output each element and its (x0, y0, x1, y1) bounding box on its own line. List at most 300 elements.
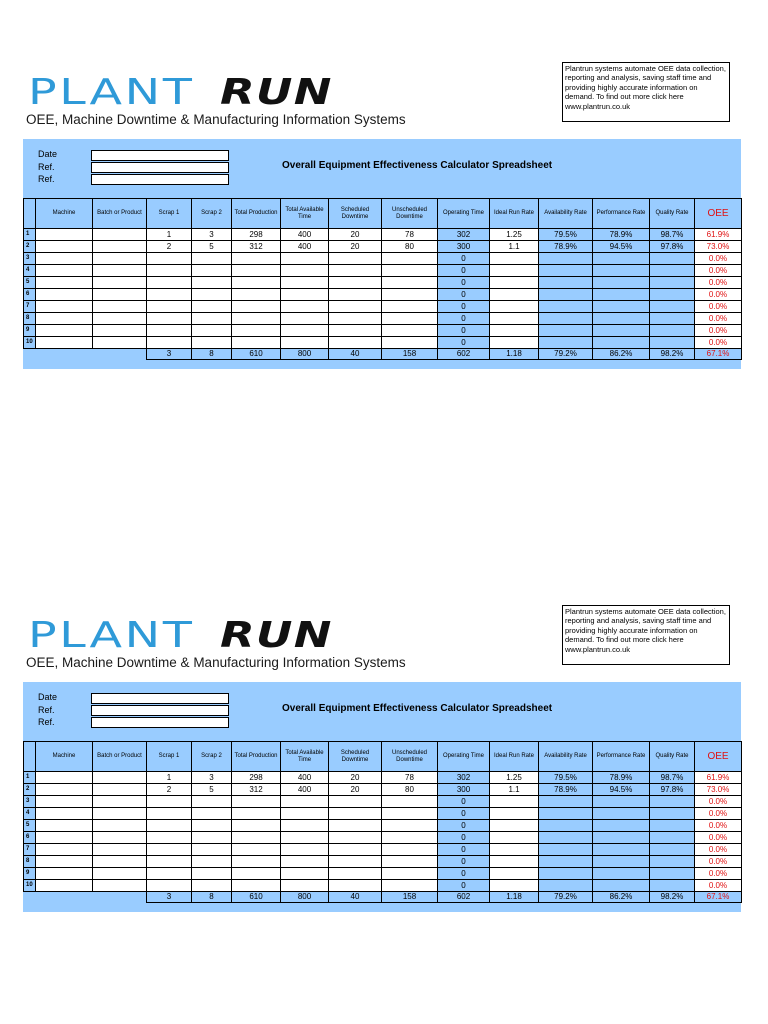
table-cell: 0 (438, 301, 490, 313)
column-header: Quality Rate (650, 199, 695, 229)
table-cell (650, 832, 695, 844)
column-header: Machine (36, 742, 93, 772)
total-cell: 602 (438, 349, 490, 360)
column-header: Scrap 1 (147, 199, 192, 229)
table-cell: 73.0% (695, 784, 742, 796)
table-cell[interactable] (93, 784, 147, 796)
table-cell[interactable] (490, 277, 539, 289)
date-input[interactable] (91, 693, 229, 704)
tagline: OEE, Machine Downtime & Manufacturing Information Systems (26, 112, 406, 127)
ref-input-1[interactable] (91, 705, 229, 716)
table-cell (539, 808, 593, 820)
oee-table (23, 198, 742, 360)
table-cell (593, 796, 650, 808)
table-cell[interactable] (281, 313, 329, 325)
table-cell[interactable] (192, 337, 232, 349)
table-cell[interactable] (382, 277, 438, 289)
table-cell[interactable] (36, 844, 93, 856)
table-cell[interactable]: 78 (382, 772, 438, 784)
table-cell[interactable] (93, 808, 147, 820)
table-cell[interactable]: 80 (382, 784, 438, 796)
ref-input-2[interactable] (91, 174, 229, 185)
table-cell[interactable] (490, 856, 539, 868)
table-cell (650, 313, 695, 325)
table-cell[interactable] (490, 808, 539, 820)
table-cell[interactable] (93, 289, 147, 301)
table-cell[interactable] (382, 844, 438, 856)
table-cell[interactable] (281, 880, 329, 892)
table-cell[interactable] (382, 265, 438, 277)
table-cell[interactable] (490, 844, 539, 856)
date-label: Date (38, 149, 58, 159)
table-cell[interactable] (93, 868, 147, 880)
table-cell: 300 (438, 784, 490, 796)
table-cell[interactable] (36, 265, 93, 277)
total-cell: 86.2% (593, 892, 650, 903)
table-cell[interactable] (192, 289, 232, 301)
table-row (24, 325, 742, 337)
table-cell: 302 (438, 772, 490, 784)
table-cell[interactable] (490, 289, 539, 301)
table-cell[interactable] (232, 820, 281, 832)
column-header: Ideal Run Rate (490, 742, 539, 772)
table-cell[interactable] (36, 868, 93, 880)
table-cell[interactable] (490, 253, 539, 265)
table-cell[interactable] (490, 325, 539, 337)
table-cell[interactable]: 400 (281, 229, 329, 241)
table-cell: 0.0% (695, 880, 742, 892)
table-cell[interactable] (192, 856, 232, 868)
table-cell[interactable] (329, 277, 382, 289)
table-cell[interactable] (329, 868, 382, 880)
table-cell[interactable] (147, 844, 192, 856)
row-number: 6 (24, 289, 36, 301)
table-cell[interactable]: 20 (329, 772, 382, 784)
table-cell[interactable] (192, 313, 232, 325)
table-cell[interactable] (382, 337, 438, 349)
table-cell[interactable] (36, 253, 93, 265)
table-cell[interactable]: 20 (329, 241, 382, 253)
table-cell[interactable] (147, 796, 192, 808)
table-cell[interactable]: 5 (192, 241, 232, 253)
table-cell: 0 (438, 868, 490, 880)
table-cell (593, 301, 650, 313)
table-cell[interactable] (490, 796, 539, 808)
table-cell: 61.9% (695, 229, 742, 241)
table-cell[interactable] (232, 325, 281, 337)
table-cell[interactable] (36, 325, 93, 337)
table-cell[interactable] (36, 772, 93, 784)
table-cell: 0.0% (695, 868, 742, 880)
table-cell[interactable] (490, 832, 539, 844)
table-cell[interactable] (329, 844, 382, 856)
column-header: OEE (695, 742, 742, 772)
total-cell: 67.1% (695, 892, 742, 903)
table-cell: 0 (438, 289, 490, 301)
table-cell[interactable] (36, 337, 93, 349)
column-header: Operating Time (438, 199, 490, 229)
table-cell[interactable] (36, 313, 93, 325)
table-cell (593, 253, 650, 265)
table-cell[interactable] (147, 880, 192, 892)
table-cell[interactable]: 1.1 (490, 784, 539, 796)
table-cell[interactable] (192, 844, 232, 856)
table-cell[interactable] (36, 856, 93, 868)
table-cell[interactable] (490, 313, 539, 325)
table-cell[interactable] (93, 253, 147, 265)
table-cell[interactable] (490, 265, 539, 277)
total-cell: 8 (192, 349, 232, 360)
table-cell (650, 820, 695, 832)
table-cell: 0.0% (695, 289, 742, 301)
ref-input-2[interactable] (91, 717, 229, 728)
table-cell[interactable] (490, 880, 539, 892)
table-cell[interactable] (192, 868, 232, 880)
table-cell[interactable]: 298 (232, 229, 281, 241)
total-cell: 158 (382, 892, 438, 903)
table-cell (650, 253, 695, 265)
table-row (24, 820, 742, 832)
table-row (24, 880, 742, 892)
table-cell[interactable] (93, 301, 147, 313)
table-cell[interactable] (382, 880, 438, 892)
total-cell: 79.2% (539, 349, 593, 360)
table-cell[interactable] (281, 796, 329, 808)
table-cell[interactable] (490, 820, 539, 832)
table-cell[interactable]: 400 (281, 784, 329, 796)
table-cell (539, 820, 593, 832)
table-cell[interactable]: 1.25 (490, 772, 539, 784)
table-cell[interactable] (232, 277, 281, 289)
table-cell[interactable] (147, 856, 192, 868)
row-number: 10 (24, 880, 36, 892)
table-cell: 0.0% (695, 325, 742, 337)
table-cell[interactable] (329, 301, 382, 313)
table-cell[interactable]: 1 (147, 229, 192, 241)
row-number: 8 (24, 856, 36, 868)
table-cell[interactable] (147, 832, 192, 844)
table-cell[interactable]: 3 (192, 229, 232, 241)
column-header: Scrap 2 (192, 199, 232, 229)
table-cell[interactable] (490, 337, 539, 349)
table-cell[interactable] (232, 253, 281, 265)
table-cell[interactable] (329, 808, 382, 820)
column-header: Total Production (232, 199, 281, 229)
column-header: Availability Rate (539, 742, 593, 772)
column-header: Performance Rate (593, 742, 650, 772)
table-row (24, 265, 742, 277)
table-cell[interactable] (382, 808, 438, 820)
table-cell[interactable]: 298 (232, 772, 281, 784)
table-cell[interactable]: 312 (232, 241, 281, 253)
table-cell (650, 265, 695, 277)
table-cell[interactable] (147, 253, 192, 265)
table-cell (593, 820, 650, 832)
table-cell (539, 301, 593, 313)
table-cell: 94.5% (593, 784, 650, 796)
table-cell[interactable] (329, 880, 382, 892)
table-cell (650, 796, 695, 808)
table-cell: 0 (438, 856, 490, 868)
table-cell[interactable] (147, 808, 192, 820)
table-cell[interactable] (232, 265, 281, 277)
table-cell[interactable] (93, 880, 147, 892)
corner-cell (24, 742, 36, 772)
table-cell[interactable] (281, 337, 329, 349)
row-number: 6 (24, 832, 36, 844)
table-cell: 302 (438, 229, 490, 241)
table-cell[interactable] (192, 325, 232, 337)
table-cell[interactable] (382, 796, 438, 808)
table-cell[interactable] (93, 241, 147, 253)
table-cell[interactable] (281, 856, 329, 868)
table-cell[interactable]: 2 (147, 784, 192, 796)
table-cell[interactable] (382, 868, 438, 880)
table-cell[interactable] (192, 265, 232, 277)
table-cell[interactable] (192, 253, 232, 265)
table-cell[interactable] (281, 289, 329, 301)
table-row (24, 313, 742, 325)
table-cell[interactable] (192, 880, 232, 892)
table-cell: 0 (438, 844, 490, 856)
table-cell[interactable] (329, 313, 382, 325)
table-cell[interactable] (281, 277, 329, 289)
table-cell: 73.0% (695, 241, 742, 253)
table-cell[interactable]: 1.1 (490, 241, 539, 253)
table-cell[interactable]: 20 (329, 229, 382, 241)
table-cell[interactable] (93, 229, 147, 241)
total-cell: 98.2% (650, 892, 695, 903)
ref-input-1[interactable] (91, 162, 229, 173)
table-cell[interactable] (490, 301, 539, 313)
table-cell[interactable] (232, 856, 281, 868)
table-cell[interactable] (232, 289, 281, 301)
table-cell[interactable] (36, 301, 93, 313)
row-number: 4 (24, 265, 36, 277)
table-cell[interactable] (147, 277, 192, 289)
table-cell: 0 (438, 265, 490, 277)
row-number: 3 (24, 253, 36, 265)
table-cell[interactable] (93, 772, 147, 784)
table-cell[interactable] (93, 820, 147, 832)
table-cell[interactable] (36, 880, 93, 892)
table-cell[interactable] (329, 289, 382, 301)
table-cell[interactable] (281, 832, 329, 844)
table-cell[interactable] (329, 820, 382, 832)
table-cell[interactable] (192, 277, 232, 289)
column-header: OEE (695, 199, 742, 229)
table-cell (650, 844, 695, 856)
oee-sheet (0, 60, 768, 410)
table-cell[interactable] (147, 820, 192, 832)
table-cell (539, 253, 593, 265)
plantrun-logo (28, 615, 333, 656)
row-number: 9 (24, 868, 36, 880)
table-cell: 78.9% (539, 784, 593, 796)
table-cell[interactable] (147, 337, 192, 349)
table-cell[interactable] (281, 808, 329, 820)
table-cell[interactable]: 80 (382, 241, 438, 253)
table-cell[interactable] (192, 301, 232, 313)
table-cell[interactable] (329, 856, 382, 868)
table-cell[interactable]: 312 (232, 784, 281, 796)
table-cell[interactable] (93, 313, 147, 325)
table-cell[interactable] (382, 301, 438, 313)
table-cell[interactable] (192, 808, 232, 820)
table-cell (539, 796, 593, 808)
table-cell: 98.7% (650, 229, 695, 241)
table-cell[interactable] (382, 832, 438, 844)
table-cell[interactable] (93, 265, 147, 277)
table-cell: 78.9% (539, 241, 593, 253)
total-cell: 158 (382, 349, 438, 360)
plantrun-logo (28, 72, 333, 113)
table-cell[interactable] (281, 868, 329, 880)
table-cell[interactable] (147, 868, 192, 880)
table-cell[interactable] (36, 820, 93, 832)
table-cell[interactable] (382, 325, 438, 337)
table-cell[interactable]: 3 (192, 772, 232, 784)
table-cell[interactable] (232, 337, 281, 349)
table-cell[interactable]: 1 (147, 772, 192, 784)
table-cell[interactable] (382, 289, 438, 301)
ref-label-1: Ref. (38, 705, 55, 715)
total-cell: 1.18 (490, 349, 539, 360)
table-cell[interactable]: 400 (281, 772, 329, 784)
total-cell: 610 (232, 892, 281, 903)
table-cell[interactable] (232, 808, 281, 820)
table-cell (593, 289, 650, 301)
table-cell[interactable] (329, 325, 382, 337)
table-cell (539, 880, 593, 892)
row-number: 4 (24, 808, 36, 820)
column-header: Scheduled Downtime (329, 199, 382, 229)
table-cell[interactable] (36, 277, 93, 289)
table-cell[interactable] (93, 832, 147, 844)
table-cell (650, 277, 695, 289)
row-number: 2 (24, 784, 36, 796)
table-cell[interactable] (147, 301, 192, 313)
column-header: Total Production (232, 742, 281, 772)
table-cell[interactable] (281, 253, 329, 265)
table-cell[interactable] (232, 844, 281, 856)
table-cell[interactable] (36, 229, 93, 241)
column-header: Performance Rate (593, 199, 650, 229)
table-cell: 0 (438, 796, 490, 808)
table-cell[interactable] (232, 313, 281, 325)
column-header: Machine (36, 199, 93, 229)
table-cell[interactable] (93, 277, 147, 289)
table-cell: 0.0% (695, 277, 742, 289)
table-cell[interactable] (36, 784, 93, 796)
table-cell[interactable] (93, 856, 147, 868)
table-cell[interactable] (36, 241, 93, 253)
table-cell (539, 325, 593, 337)
table-cell: 0 (438, 832, 490, 844)
table-cell[interactable] (382, 313, 438, 325)
table-cell: 0 (438, 337, 490, 349)
table-cell[interactable] (382, 820, 438, 832)
table-cell[interactable] (93, 337, 147, 349)
table-cell[interactable] (490, 868, 539, 880)
table-cell (539, 856, 593, 868)
total-cell: 3 (147, 349, 192, 360)
table-cell[interactable] (281, 265, 329, 277)
table-cell[interactable] (281, 301, 329, 313)
table-cell[interactable] (93, 796, 147, 808)
table-cell[interactable]: 400 (281, 241, 329, 253)
table-cell[interactable]: 2 (147, 241, 192, 253)
totals-spacer-batch (93, 349, 147, 360)
table-cell[interactable] (232, 832, 281, 844)
row-number: 5 (24, 820, 36, 832)
column-header: Quality Rate (650, 742, 695, 772)
table-cell[interactable] (329, 796, 382, 808)
row-number: 7 (24, 844, 36, 856)
table-cell[interactable] (329, 265, 382, 277)
table-cell[interactable] (232, 868, 281, 880)
total-cell: 602 (438, 892, 490, 903)
table-cell[interactable] (36, 289, 93, 301)
table-cell: 0 (438, 325, 490, 337)
table-row (24, 868, 742, 880)
table-cell[interactable] (36, 796, 93, 808)
row-number: 2 (24, 241, 36, 253)
date-input[interactable] (91, 150, 229, 161)
logo-plant-text: PLANT (28, 72, 195, 113)
table-cell[interactable] (36, 808, 93, 820)
table-cell[interactable] (192, 796, 232, 808)
table-cell[interactable] (36, 832, 93, 844)
table-cell[interactable] (232, 301, 281, 313)
table-cell[interactable] (192, 832, 232, 844)
table-cell[interactable] (382, 253, 438, 265)
column-header: Batch or Product (93, 742, 147, 772)
ref-label-2: Ref. (38, 717, 55, 727)
table-cell[interactable] (147, 289, 192, 301)
table-row (24, 772, 742, 784)
row-number: 7 (24, 301, 36, 313)
promo-box[interactable]: Plantrun systems automate OEE data collection, reporting and analysis, saving staff time and providing highly accurate information on demand. To find out more click here www.plantrun.co.uk (562, 62, 730, 122)
table-cell (650, 856, 695, 868)
table-cell[interactable] (281, 844, 329, 856)
table-cell[interactable] (329, 832, 382, 844)
totals-spacer-machine (36, 892, 93, 903)
table-cell (539, 844, 593, 856)
table-cell[interactable]: 1.25 (490, 229, 539, 241)
table-cell[interactable] (232, 796, 281, 808)
table-cell[interactable] (232, 880, 281, 892)
total-cell: 79.2% (539, 892, 593, 903)
table-cell[interactable] (147, 265, 192, 277)
table-cell[interactable] (192, 820, 232, 832)
table-cell[interactable]: 78 (382, 229, 438, 241)
table-cell[interactable] (329, 337, 382, 349)
total-cell: 40 (329, 349, 382, 360)
table-cell[interactable] (93, 325, 147, 337)
table-cell[interactable]: 5 (192, 784, 232, 796)
table-cell[interactable] (147, 313, 192, 325)
table-cell[interactable] (147, 325, 192, 337)
table-cell[interactable] (93, 844, 147, 856)
table-cell[interactable] (329, 253, 382, 265)
promo-box[interactable]: Plantrun systems automate OEE data collection, reporting and analysis, saving staff time and providing highly accurate information on demand. To find out more click here www.plantrun.co.uk (562, 605, 730, 665)
table-cell[interactable]: 20 (329, 784, 382, 796)
table-cell[interactable] (281, 325, 329, 337)
table-cell[interactable] (281, 820, 329, 832)
table-cell[interactable] (382, 856, 438, 868)
table-cell (593, 808, 650, 820)
